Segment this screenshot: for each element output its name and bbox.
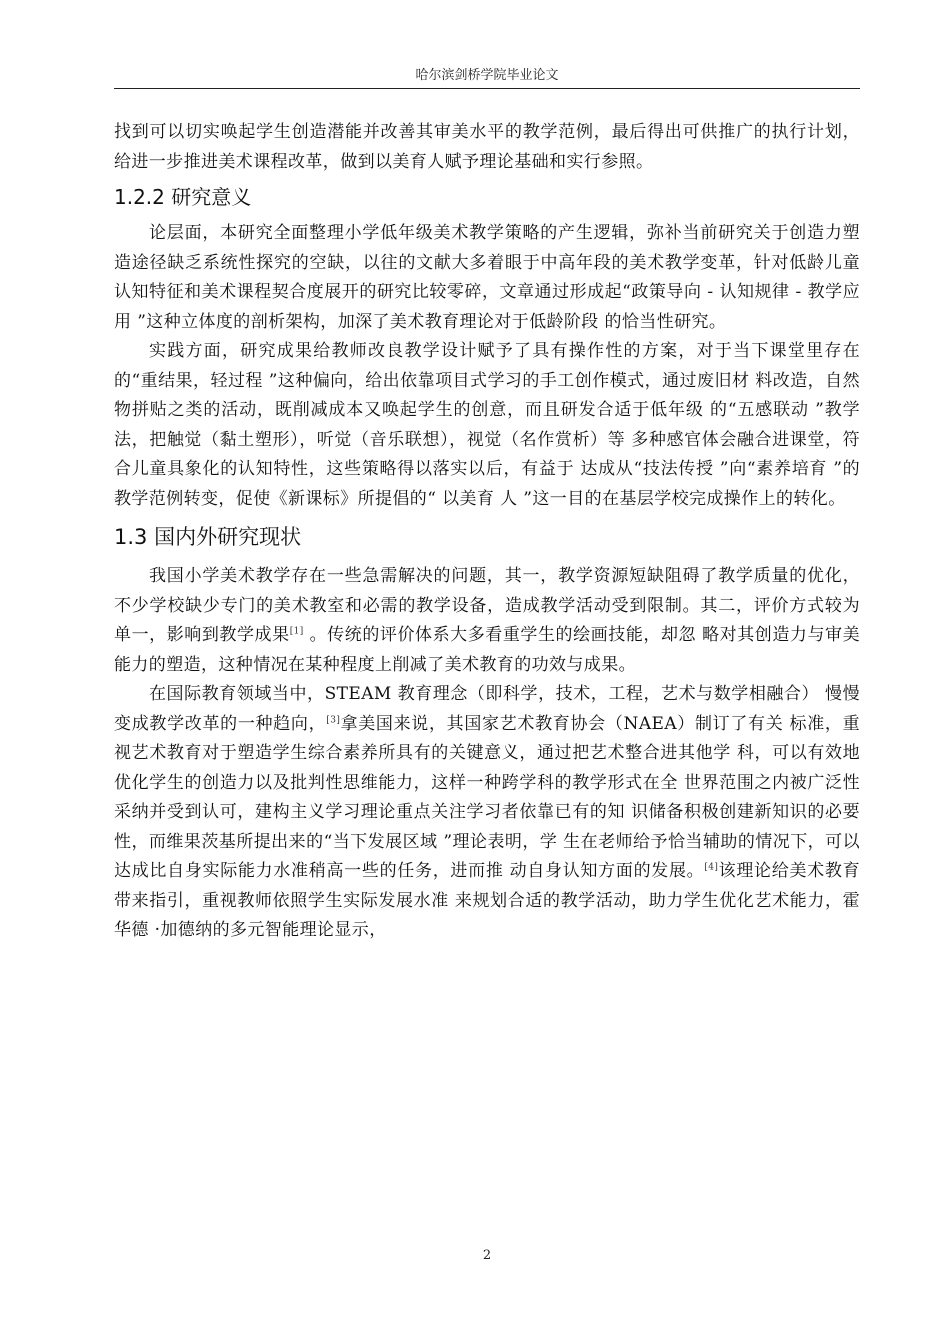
paragraph-text: 拿美国来说，其国家艺术教育协会（NAEA）制订了有关 标准，重视艺术教育对于塑造学生综合素养所具有的关键意义，通过把艺术整合进其他学 科，可以有效地优化学生的创造力以及批判性思维能力，这样一种跨学科的教学形式在全 世界范围之内被广泛性采纳并受到认可，建构主义学习理论重点关注学习者依靠已有的知 识储备积极创建新知识的必要性，而维果茨基所提出来的“当下发展区域 ”理论表明，学 生在老师给予恰当辅助的情况下，可以达成比自身实际能力水准稍高一些的任务，进而推 动自身认知方面的发展。 bbox=[114, 713, 860, 881]
citation-ref: [3] bbox=[326, 714, 341, 725]
paragraph-text: 我国小学美术教学存在一些急需解决的问题，其一，教学资源短缺阻碍了教学质量的优化，不少学校缺少专门的美术教室和必需的教学设备，造成教学活动受到限制。其二，评价方式较为单一，影响到教学成果 bbox=[114, 566, 860, 645]
paragraph-practice-significance: 实践方面，研究成果给教师改良教学设计赋予了具有操作性的方案，对于当下课堂里存在的“重结果，轻过程 ”这种偏向，给出依靠项目式学习的手工创作模式，通过废旧材 料改造，自然物拼贴之类的活动，既削减成本又唤起学生的创意，而且研发合适于低年级 的“五感联动 ”教学法，把触觉（黏土塑形），听觉（音乐联想），视觉（名作赏析）等 多种感官体会融合进课堂，符合儿童具象化的认知特性，这些策略得以落实以后，有益于 达成从“技法传授 ”向“素养培育 ”的教学范例转变，促使《新课标》所提倡的“ 以美育 人 ”这一目的在基层学校完成操作上的转化。 bbox=[114, 341, 860, 509]
citation-ref: [4] bbox=[704, 862, 719, 873]
header-rule bbox=[114, 88, 860, 89]
paragraph-text: 在国际教育领域当中，STEAM 教育理念（即科学，技术，工程，艺术与数学相融合） 慢慢变成教学改革的一种趋向， bbox=[114, 684, 860, 734]
subsection-heading-1-2-2: 1.2.2 研究意义 bbox=[114, 185, 252, 209]
paragraph-continuation: 找到可以切实唤起学生创造潜能并改善其审美水平的教学范例，最后得出可供推广的执行计划，给进一步推进美术课程改革，做到以美育人赋予理论基础和实行参照。 bbox=[114, 122, 860, 172]
paragraph-theory-significance: 论层面，本研究全面整理小学低年级美术教学策略的产生逻辑，弥补当前研究关于创造力塑造途径缺乏系统性探究的空缺，以往的文献大多着眼于中高年段的美术教学变革，针对低龄儿童认知特征和美术课程契合度展开的研究比较零碎，文章通过形成起“政策导向 - 认知规律 - 教学应用 ”这种立体度的剖析架构，加深了美术教育理论对于低龄阶段 的恰当性研究。 bbox=[114, 223, 860, 332]
citation-ref: [1] bbox=[289, 626, 304, 637]
document-body bbox=[114, 118, 860, 946]
paragraph-text: 。传统的评价体系大多看重学生的绘画技能，却忽 略对其创造力与审美能力的塑造，这种情况在某种程度上削减了美术教育的功效与成果。 bbox=[114, 625, 861, 675]
paragraph-international-status bbox=[114, 680, 860, 946]
page-number: 2 bbox=[482, 1248, 492, 1263]
paragraph-text: 该理论给美术教育带来指引，重视教师依照学生实际发展水准 来规划合适的教学活动，助力学生优化艺术能力，霍华德 ·加德纳的多元智能理论显示， bbox=[114, 861, 860, 940]
section-heading-1-3: 1.3 国内外研究现状 bbox=[114, 525, 302, 549]
running-header: 哈尔滨剑桥学院毕业论文 bbox=[415, 68, 559, 83]
paragraph-domestic-status bbox=[114, 562, 860, 680]
